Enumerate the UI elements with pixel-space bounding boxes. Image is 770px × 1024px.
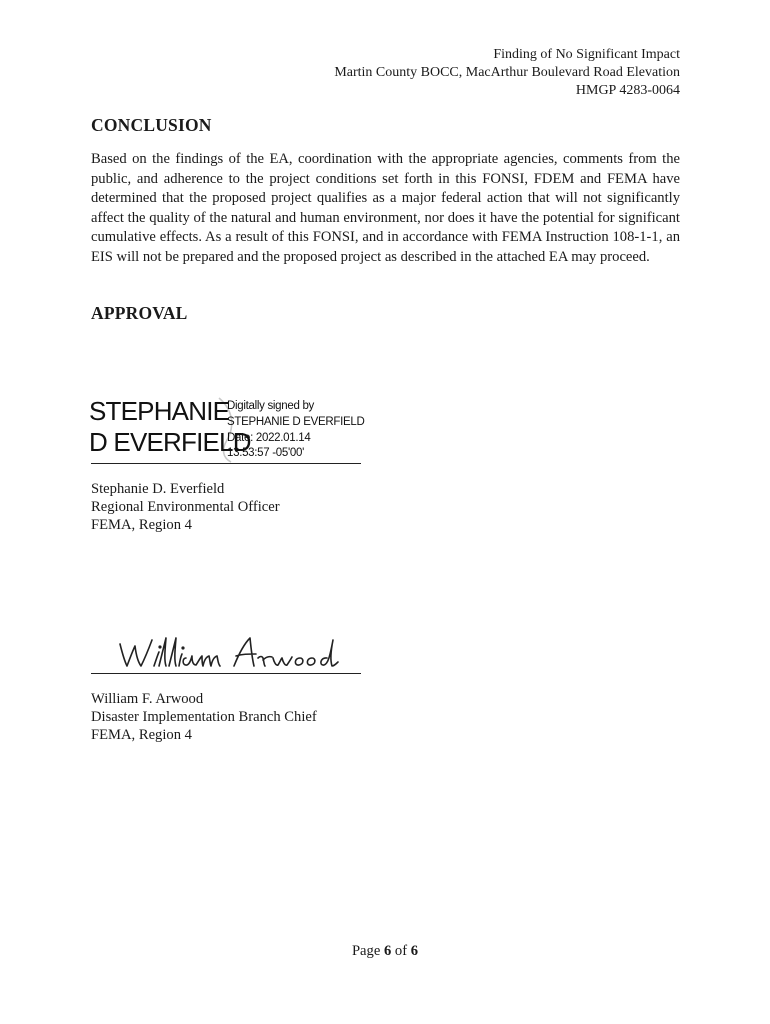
digital-signature — [89, 396, 369, 464]
of-word: of — [394, 943, 408, 959]
signer-title: Disaster Implementation Branch Chief — [91, 709, 317, 725]
header-line-3: HMGP 4283-0064 — [575, 83, 680, 98]
handwritten-signature — [116, 632, 341, 672]
page-footer — [0, 943, 770, 960]
digital-signature-name-line-1: STEPHANIE — [89, 396, 230, 426]
conclusion-heading: CONCLUSION — [91, 115, 212, 135]
signer-block-everfield — [91, 480, 280, 534]
page-word: Page — [351, 943, 381, 959]
signature-line — [91, 673, 361, 674]
digital-signature-detail-2: STEPHANIE D EVERFIELD — [227, 415, 365, 428]
signer-title: Regional Environmental Officer — [91, 499, 280, 515]
signature-line — [91, 463, 361, 464]
digital-signature-detail-4: 13:53:57 -05'00' — [227, 447, 304, 460]
digital-signature-name-line-2: D EVERFIELD — [89, 427, 251, 457]
approval-heading: APPROVAL — [91, 303, 188, 323]
page-header — [334, 46, 680, 100]
signer-name: William F. Arwood — [91, 691, 204, 707]
digital-signature-detail-1: Digitally signed by — [227, 400, 314, 412]
digital-signature-detail-3: Date: 2022.01.14 — [227, 431, 311, 444]
signer-organization: FEMA, Region 4 — [91, 517, 192, 533]
header-line-2: Martin County BOCC, MacArthur Boulevard Road Elevation — [334, 65, 680, 80]
signer-name: Stephanie D. Everfield — [91, 481, 225, 497]
header-line-1: Finding of No Significant Impact — [493, 47, 680, 62]
signer-block-arwood — [91, 690, 317, 744]
page-current: 6 — [383, 943, 392, 959]
conclusion-paragraph: Based on the findings of the EA, coordination with the appropriate agencies, comments from the public, and adherence to the project conditions set forth in this FONSI, FDEM and FEMA have determined that the proposed project qualifies as a major federal action that will not significantly affect the quality of the natural and human environment, nor does it have the potential for significant cumulative effects. As a result of this FONSI, and in accordance with FEMA Instruction 108-1-1, an EIS will not be prepared and the proposed project as described in the attached EA may proceed. — [91, 151, 680, 265]
page-total: 6 — [410, 943, 419, 959]
signer-organization: FEMA, Region 4 — [91, 727, 192, 743]
digital-signature-details — [227, 399, 364, 462]
